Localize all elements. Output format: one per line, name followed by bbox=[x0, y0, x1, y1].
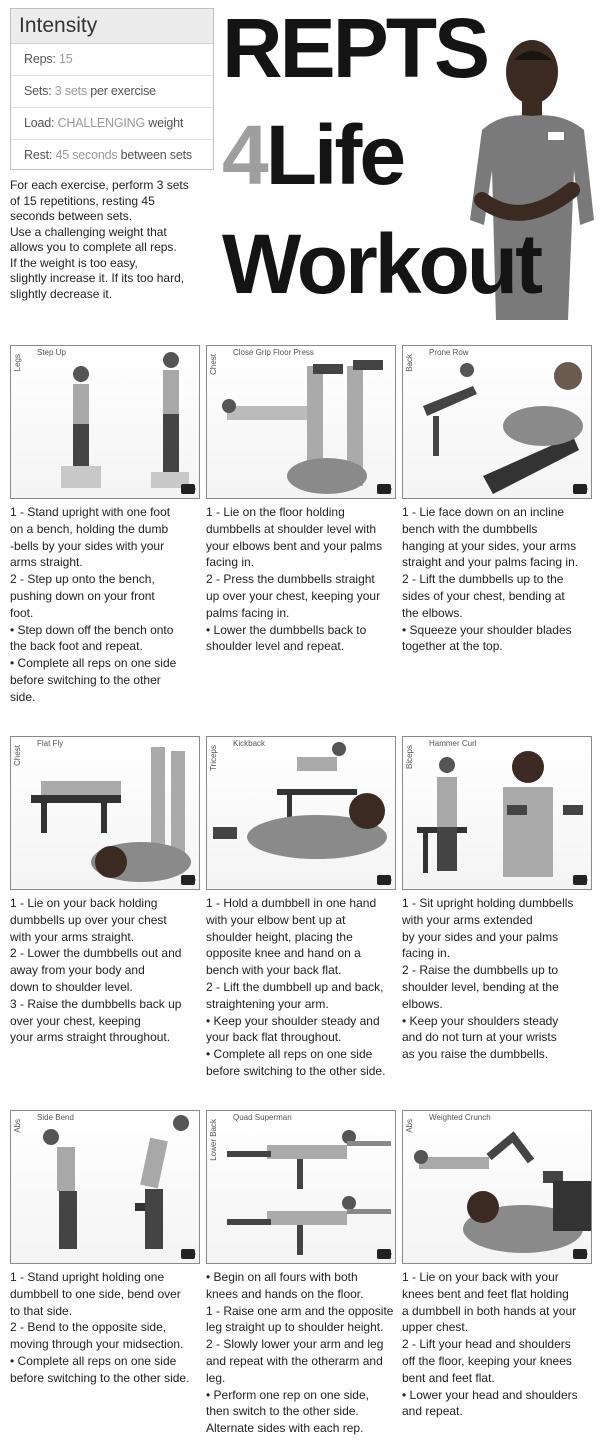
video-camera-icon[interactable] bbox=[377, 1249, 391, 1259]
instruction-line: • Complete all reps on one side bbox=[10, 1353, 177, 1368]
instruction-line: 1 - Lie on your back with your bbox=[402, 1270, 559, 1284]
video-camera-icon[interactable] bbox=[181, 484, 195, 494]
instruction-line: 1 - Lie face down on an incline bbox=[402, 505, 565, 519]
instruction-line: leg straight up to shoulder height. bbox=[206, 1320, 384, 1335]
intro-line: allows you to complete all reps. bbox=[10, 240, 177, 254]
instruction-line: • Lower the dumbbells back to bbox=[206, 622, 367, 637]
intro-line: slightly increase it. If its too hard, bbox=[10, 271, 185, 285]
sets-label: Sets: bbox=[24, 84, 55, 98]
intro-line: slightly decrease it. bbox=[10, 286, 113, 301]
reps-value: 15 bbox=[58, 52, 73, 66]
video-camera-icon[interactable] bbox=[573, 484, 587, 494]
muscle-group: Abs bbox=[13, 1119, 22, 1133]
instruction-line: bench with the dumbbells bbox=[402, 521, 538, 536]
rest-label: Rest: bbox=[24, 148, 56, 162]
exercise-illustration bbox=[207, 346, 395, 498]
instruction-line: the back foot and repeat. bbox=[10, 639, 143, 654]
instruction-line: • Begin on all fours with both bbox=[206, 1270, 358, 1284]
instruction-line: with your arms extended bbox=[402, 912, 533, 927]
instruction-line: leg. bbox=[206, 1370, 226, 1385]
instruction-line: bent and feet flat. bbox=[402, 1370, 495, 1385]
video-camera-icon[interactable] bbox=[377, 484, 391, 494]
exercise-card-prone-row bbox=[402, 345, 592, 655]
load-row bbox=[11, 108, 213, 140]
exercise-illustration bbox=[11, 737, 199, 889]
video-camera-icon[interactable] bbox=[181, 1249, 195, 1259]
instruction-line: dumbbell to one side, bend over bbox=[10, 1286, 181, 1301]
muscle-group: Legs bbox=[13, 354, 22, 372]
instruction-line: facing in. bbox=[206, 555, 255, 570]
instruction-line: • Keep your shoulders steady bbox=[402, 1013, 559, 1028]
exercise-illustration bbox=[403, 737, 591, 889]
intensity-box bbox=[10, 8, 214, 170]
exercise-instructions bbox=[402, 1269, 592, 1420]
instruction-line: • Keep your shoulder steady and bbox=[206, 1013, 380, 1028]
muscle-group: Back bbox=[405, 354, 414, 372]
instruction-line: • Step down off the bench onto bbox=[10, 622, 174, 637]
intro-text bbox=[10, 178, 215, 302]
instruction-line: 3 - Raise the dumbbells back up bbox=[10, 996, 182, 1011]
instruction-line: straightening your arm. bbox=[206, 996, 329, 1011]
intro-line: of 15 repetitions, resting 45 bbox=[10, 193, 155, 208]
instruction-line: shoulder height, placing the bbox=[206, 929, 353, 944]
video-camera-icon[interactable] bbox=[377, 875, 391, 885]
exercise-illustration bbox=[207, 737, 395, 889]
title-line-2 bbox=[222, 108, 404, 202]
load-suffix: weight bbox=[144, 116, 184, 130]
instruction-line: • Squeeze your shoulder blades bbox=[402, 622, 572, 637]
instruction-line: and repeat. bbox=[402, 1404, 463, 1419]
muscle-group: Triceps bbox=[209, 745, 218, 771]
instruction-line: before switching to the other bbox=[10, 672, 161, 687]
intro-line: For each exercise, perform 3 sets bbox=[10, 178, 189, 192]
instruction-line: shoulder level, bending at the bbox=[402, 979, 559, 994]
instruction-line: down to shoulder level. bbox=[10, 979, 133, 994]
exercise-instructions bbox=[206, 895, 396, 1080]
instruction-line: -bells by your sides with your bbox=[10, 538, 165, 553]
instruction-line: 2 - Bend to the opposite side, bbox=[10, 1320, 167, 1335]
load-label: Load: bbox=[24, 116, 58, 130]
reps-label: Reps: bbox=[24, 52, 59, 66]
instruction-line: 1 - Hold a dumbbell in one hand bbox=[206, 896, 377, 910]
exercise-instructions bbox=[10, 504, 200, 706]
instruction-line: bench with your back flat. bbox=[206, 963, 342, 978]
sets-value: 3 sets bbox=[54, 84, 87, 98]
instruction-line: 2 - Lower the dumbbells out and bbox=[10, 946, 182, 961]
instruction-line: your back flat throughout. bbox=[206, 1030, 342, 1045]
instruction-line: knees bent and feet flat holding bbox=[402, 1286, 569, 1301]
instruction-line: your elbows bent and your palms bbox=[206, 538, 383, 553]
exercise-name: Kickback bbox=[233, 739, 266, 748]
exercise-instructions bbox=[10, 895, 200, 1046]
instruction-line: 1 - Raise one arm and the opposite bbox=[206, 1303, 394, 1318]
exercise-photo bbox=[402, 736, 592, 890]
exercise-card-weighted-crunch bbox=[402, 1110, 592, 1420]
intro-line: seconds between sets. bbox=[10, 209, 133, 223]
exercise-name: Step Up bbox=[37, 348, 66, 357]
instruction-line: by your sides and your palms bbox=[402, 929, 559, 944]
instruction-line: straight and your palms facing in. bbox=[402, 555, 579, 570]
exercise-name: Close Grip Floor Press bbox=[233, 348, 314, 357]
title-number: 4 bbox=[222, 108, 266, 202]
sets-row bbox=[11, 76, 213, 108]
title-line-3: Workout bbox=[222, 217, 541, 311]
instruction-line: with your elbow bent up at bbox=[206, 912, 346, 927]
instruction-line: your arms straight throughout. bbox=[10, 1030, 171, 1045]
instruction-line: • Lower your head and shoulders bbox=[402, 1387, 578, 1402]
instruction-line: 2 - Lift your head and shoulders bbox=[402, 1337, 571, 1352]
instruction-line: hanging at your sides, your arms bbox=[402, 538, 577, 553]
instruction-line: together at the top. bbox=[402, 639, 503, 654]
exercise-photo bbox=[10, 736, 200, 890]
exercise-card-close-grip-floor-press bbox=[206, 345, 396, 655]
instruction-line: 1 - Sit upright holding dumbbells bbox=[402, 896, 574, 910]
exercise-photo bbox=[206, 736, 396, 890]
exercise-card-side-bend bbox=[10, 1110, 200, 1387]
instruction-line: foot. bbox=[10, 605, 34, 620]
instruction-line: to that side. bbox=[10, 1303, 73, 1318]
muscle-group: Chest bbox=[13, 745, 22, 766]
instruction-line: and do not turn at your wrists bbox=[402, 1030, 557, 1045]
instruction-line: 1 - Stand upright with one foot bbox=[10, 505, 171, 519]
instruction-line: before switching to the other side. bbox=[206, 1063, 386, 1078]
instruction-line: on a bench, holding the dumb bbox=[10, 521, 169, 536]
sets-suffix: per exercise bbox=[86, 84, 156, 98]
exercise-card-flat-fly bbox=[10, 736, 200, 1046]
instruction-line: 2 - Press the dumbbells straight bbox=[206, 572, 375, 587]
exercise-card-step-up bbox=[10, 345, 200, 706]
exercise-name: Hammer Curl bbox=[429, 739, 477, 748]
instruction-line: then switch to the other side. bbox=[206, 1404, 359, 1419]
instruction-line: upper chest. bbox=[402, 1320, 469, 1335]
video-camera-icon[interactable] bbox=[573, 1249, 587, 1259]
instruction-line: with your arms straight. bbox=[10, 929, 135, 944]
exercise-name: Prone Row bbox=[429, 348, 469, 357]
instruction-line: pushing down on your front bbox=[10, 588, 155, 603]
load-value: CHALLENGING bbox=[57, 116, 145, 130]
title-life: Life bbox=[265, 108, 404, 202]
muscle-group: Lower Back bbox=[209, 1119, 218, 1161]
exercise-instructions bbox=[402, 895, 592, 1063]
instruction-line: • Complete all reps on one side bbox=[10, 656, 177, 671]
exercise-instructions bbox=[10, 1269, 200, 1387]
intro-line: If the weight is too easy, bbox=[10, 255, 138, 270]
exercise-name: Flat Fly bbox=[37, 739, 64, 748]
reps-row bbox=[11, 44, 213, 76]
instruction-line: facing in. bbox=[402, 946, 451, 961]
rest-value: 45 seconds bbox=[55, 148, 118, 162]
exercise-card-quad-superman bbox=[206, 1110, 396, 1437]
rest-suffix: between sets bbox=[117, 148, 192, 162]
instruction-line: dumbbells up over your chest bbox=[10, 912, 167, 927]
instruction-line: 1 - Lie on the floor holding bbox=[206, 505, 345, 519]
video-camera-icon[interactable] bbox=[573, 875, 587, 885]
exercise-card-hammer-curl bbox=[402, 736, 592, 1063]
title-line-1: REPTS bbox=[222, 1, 488, 95]
instruction-line: knees and hands on the floor. bbox=[206, 1286, 364, 1301]
exercise-photo bbox=[10, 1110, 200, 1264]
instruction-line: sides of your chest, bending at bbox=[402, 588, 565, 603]
instruction-line: a dumbbell in both hands at your bbox=[402, 1303, 577, 1318]
exercise-instructions bbox=[402, 504, 592, 655]
exercise-illustration bbox=[11, 1111, 199, 1263]
instruction-line: moving through your midsection. bbox=[10, 1337, 184, 1352]
instruction-line: before switching to the other side. bbox=[10, 1370, 190, 1385]
instruction-line: opposite knee and hand on a bbox=[206, 946, 361, 961]
exercise-instructions bbox=[206, 504, 396, 655]
rest-row bbox=[11, 140, 213, 171]
instruction-line: 1 - Lie on your back holding bbox=[10, 896, 158, 910]
instruction-line: and repeat with the otherarm and bbox=[206, 1353, 383, 1368]
instruction-line: • Perform one rep on one side, bbox=[206, 1387, 369, 1402]
instruction-line: palms facing in. bbox=[206, 605, 290, 620]
instruction-line: 2 - Lift the dumbbells up to the bbox=[402, 572, 564, 587]
instruction-line: Alternate sides with each rep. bbox=[206, 1421, 364, 1436]
instruction-line: 2 - Step up onto the bench, bbox=[10, 572, 155, 587]
exercise-card-kickback bbox=[206, 736, 396, 1080]
exercise-photo bbox=[10, 345, 200, 499]
instruction-line: up over your chest, keeping your bbox=[206, 588, 381, 603]
muscle-group: Abs bbox=[405, 1119, 414, 1133]
instruction-line: shoulder level and repeat. bbox=[206, 639, 345, 654]
intensity-title: Intensity bbox=[11, 9, 213, 44]
exercise-photo bbox=[402, 1110, 592, 1264]
instruction-line: as you raise the dumbbells. bbox=[402, 1047, 549, 1062]
exercise-illustration bbox=[403, 346, 591, 498]
video-camera-icon[interactable] bbox=[181, 875, 195, 885]
intro-line: Use a challenging weight that bbox=[10, 224, 167, 239]
exercise-photo bbox=[402, 345, 592, 499]
exercise-illustration bbox=[11, 346, 199, 498]
instruction-line: • Complete all reps on one side bbox=[206, 1047, 373, 1062]
exercise-name: Quad Superman bbox=[233, 1113, 292, 1122]
exercise-illustration bbox=[207, 1111, 395, 1263]
instruction-line: side. bbox=[10, 689, 36, 704]
instruction-line: dumbbells at shoulder level with bbox=[206, 521, 377, 536]
exercise-name: Weighted Crunch bbox=[429, 1113, 491, 1122]
instruction-line: 2 - Slowly lower your arm and leg bbox=[206, 1337, 384, 1352]
exercise-name: Side Bend bbox=[37, 1113, 74, 1122]
instruction-line: 1 - Stand upright holding one bbox=[10, 1270, 165, 1284]
instruction-line: elbows. bbox=[402, 996, 443, 1011]
muscle-group: Chest bbox=[209, 354, 218, 375]
exercise-photo bbox=[206, 345, 396, 499]
instruction-line: arms straight. bbox=[10, 555, 83, 570]
instruction-line: away from your body and bbox=[10, 963, 145, 978]
muscle-group: Biceps bbox=[405, 745, 414, 770]
instruction-line: the elbows. bbox=[402, 605, 463, 620]
instruction-line: 2 - Lift the dumbbell up and back, bbox=[206, 979, 384, 994]
instruction-line: over your chest, keeping bbox=[10, 1013, 141, 1028]
instruction-line: off the floor, keeping your knees bbox=[402, 1353, 572, 1368]
exercise-illustration bbox=[403, 1111, 591, 1263]
instruction-line: 2 - Raise the dumbbells up to bbox=[402, 963, 559, 978]
exercise-photo bbox=[206, 1110, 396, 1264]
exercise-instructions bbox=[206, 1269, 396, 1437]
